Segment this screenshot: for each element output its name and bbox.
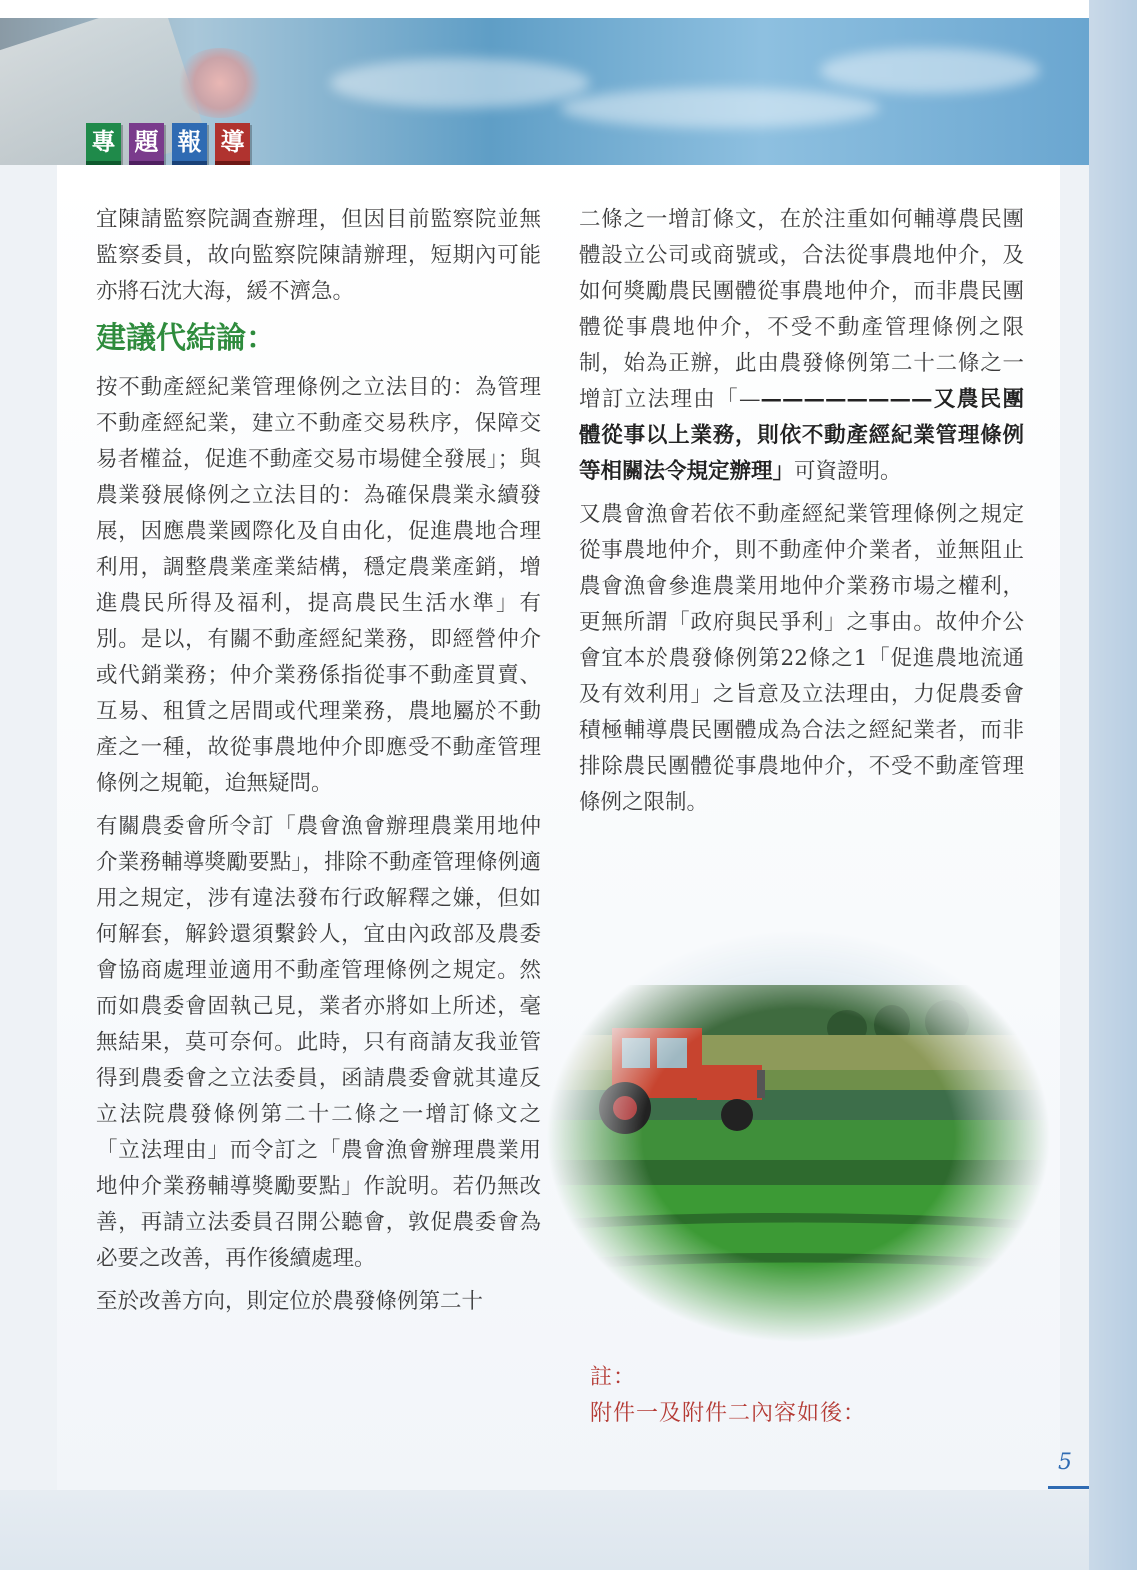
page-number-underline (1048, 1486, 1089, 1489)
paragraph: 宜陳請監察院調查辦理，但因目前監察院並無監察委員，故向監察院陳請辦理，短期內可能亦將石沈大海，緩不濟急。 (96, 207, 541, 304)
left-column (96, 202, 541, 1327)
note (590, 1360, 866, 1432)
section-badges (86, 123, 250, 165)
right-column (579, 202, 1024, 828)
badge-dao: 導 (215, 123, 250, 165)
note-label: 註： (590, 1365, 637, 1390)
paragraph: 有關農委會所令訂「農會漁會辦理農業用地仲介業務輔導獎勵要點」，排除不動產管理條例適用之規定，涉有違法發布行政解釋之嫌，但如何解套，解鈴還須繫鈴人，宜由內政部及農委會協商處理並適用不動產管理條例之規定。然而如農委會固執己見，業者亦將如上所述，毫無結果，莫可奈何。此時，只有商請友我並管得到農委會之立法委員，函請農委會就其違反立法院農發條例第二十二條之一增訂條文之「立法理由」而令訂之「農會漁會辦理農業用地仲介業務輔導獎勵要點」作說明。若仍無改善，再請立法委員召開公聽會，敦促農委會為必要之改善，再作後續處理。 (96, 814, 541, 1271)
paragraph: 至於改善方向，則定位於農發條例第二十 (96, 1289, 484, 1314)
page-number: 5 (1058, 1450, 1072, 1475)
paragraph-text: 可資證明。 (794, 459, 902, 484)
paragraph-text: 二條之一增訂條文，在於注重如何輔導農民團體設立公司或商號或，合法從事農地仲介，及如何獎勵農民團體從事農地仲介，而非農民團體從事農地仲介，不受不動產管理條例之限制，始為正辦，此由農發條例第二十二條之一增訂立法理由「— (579, 207, 1024, 412)
bottom-pattern (0, 1490, 1089, 1570)
flower-image (175, 48, 265, 118)
side-strip (1089, 0, 1137, 1570)
badge-bao: 報 (172, 123, 207, 165)
badge-zhuan: 專 (86, 123, 121, 165)
badge-ti: 題 (129, 123, 164, 165)
paragraph: 又農會漁會若依不動產經紀業管理條例之規定從事農地仲介，則不動產仲介業者，並無阻止農會漁會參進農業用地仲介業務市場之權利，更無所謂「政府與民爭利」之事由。故仲介公會宜本於農發條例第22條之1「促進農地流通及有效利用」之旨意及立法理由，力促農委會積極輔導農民團體成為合法之經紀業者，而非排除農民團體從事農地仲介，不受不動產管理條例之限制。 (579, 502, 1024, 815)
paragraph (579, 202, 1024, 490)
section-heading: 建議代結論： (96, 321, 276, 356)
paragraph: 按不動產經紀業管理條例之立法目的：為管理不動產經紀業，建立不動產交易秩序，保障交易者權益，促進不動產交易市場健全發展」；與農業發展條例之立法目的：為確保農業永續發展，因應農業國際化及自由化，促進農地合理利用，調整農業產業結構，穩定農業產銷，增進農民所得及福利，提高農民生活水準」有別。是以，有關不動產經紀業務，即經營仲介或代銷業務；仲介業務係指從事不動產買賣、互易、租賃之居間或代理業務，農地屬於不動產之一種，故從事農地仲介即應受不動產管理條例之規範，迨無疑問。 (96, 375, 541, 796)
note-text: 附件一及附件二內容如後： (590, 1401, 867, 1426)
bold-quote: ————————又農民團體從事以上業務，則依不動產經紀業管理條例等相關法令規定辦理」 (579, 387, 1024, 484)
header-banner (0, 18, 1089, 165)
top-margin (0, 0, 1089, 18)
farm-tractor-photo (547, 930, 1050, 1342)
